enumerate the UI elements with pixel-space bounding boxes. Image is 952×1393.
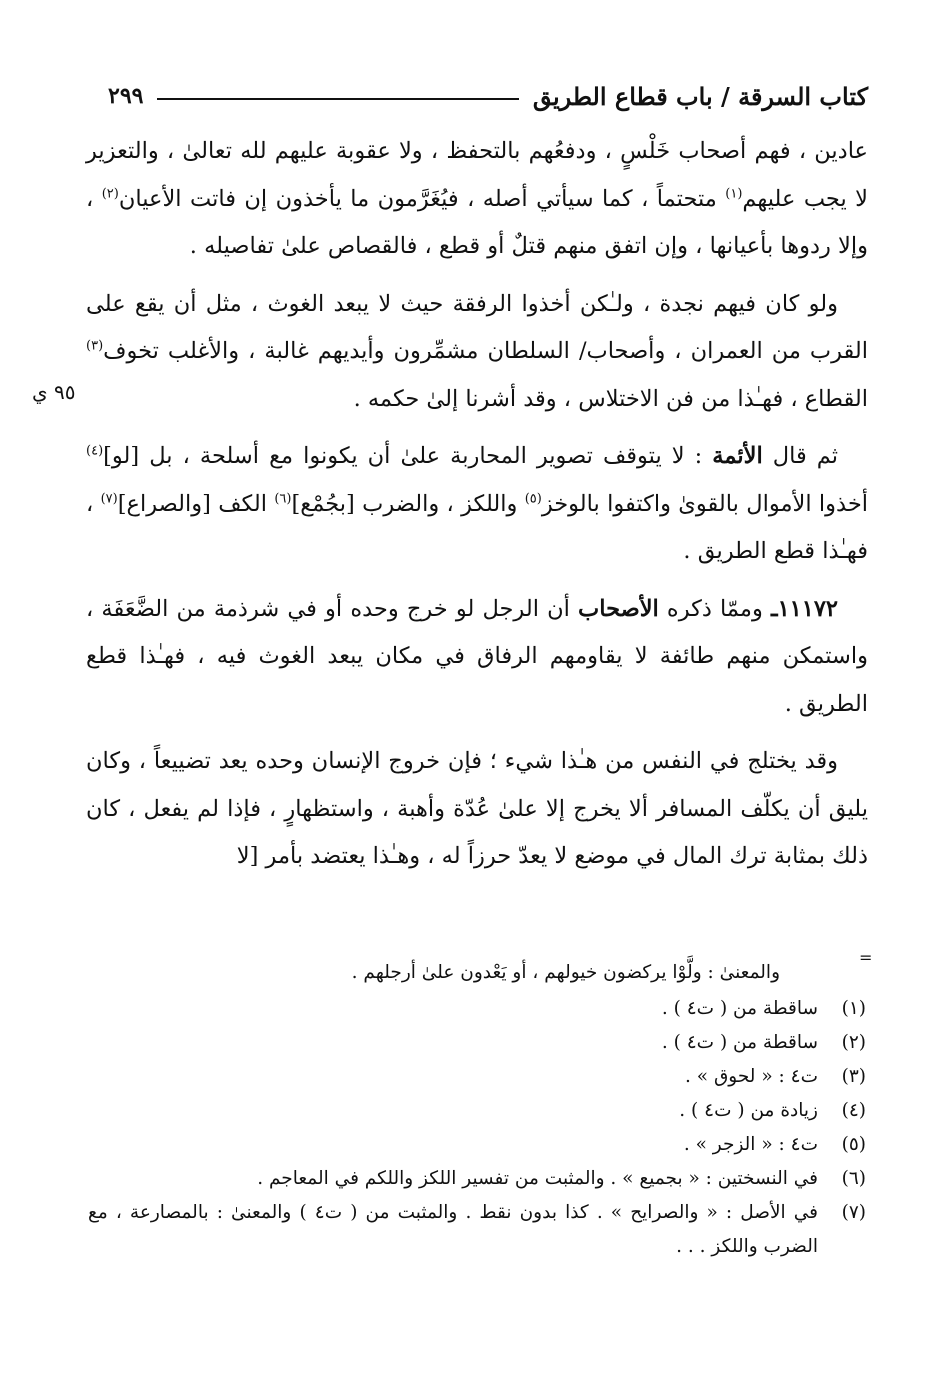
bold-term: الأئمة <box>712 443 763 469</box>
footnote-item <box>88 1026 870 1060</box>
footnote-item <box>88 1162 870 1196</box>
manuscript-folio-note: ٩٥ ي <box>32 380 76 404</box>
running-header <box>108 76 868 116</box>
paragraph-number: ١١١٧٢ـ <box>770 595 838 622</box>
footnote-number: (١) <box>841 998 866 1019</box>
footnotes <box>88 956 870 1264</box>
text-run: ولو كان فيهم نجدة ، ولـٰكن أخذوا الرفقة حيث لا يبعد الغوث ، مثل أن يقع على القرب من العمران ، وأصحاب/ السلطان مشمِّرون وأيديهم غالبة ، والأغلب تخوف <box>86 290 868 364</box>
footnote-marker-5: (٥) <box>524 491 542 506</box>
paragraph-5 <box>86 738 868 881</box>
footnote-marker-2: (٢) <box>101 186 119 201</box>
footnote-text: ساقطة من ( ت٤ ) . <box>661 998 818 1019</box>
footnote-marker-4: (٤) <box>86 443 104 459</box>
footnote-number: (٣) <box>841 1066 866 1087</box>
text-run: عادين ، فهم أصحاب خَلْسٍ ، ودفعُهم بالتحفظ ، ولا عقوبة عليهم لله تعالىٰ ، والتعزير لا يجب عليهم <box>86 138 868 212</box>
footnote-continuation: والمعنىٰ : ولَّوْا يركضون خيولهم ، أو يَعْدون علىٰ أرجلهم . <box>351 962 780 983</box>
text-run: وممّا ذكره <box>658 595 771 622</box>
footnote-item <box>88 1060 870 1094</box>
text-run: ، وإلا ردوها بأعيانها ، وإن اتفق منهم قتلٌ أو قطع ، فالقصاص علىٰ تفاصيله . <box>86 185 868 259</box>
paragraph-3 <box>86 433 868 576</box>
text-run: متحتماً ، كما سيأتي أصله ، فيُغَرَّمون ما يأخذون إن فاتت الأعيان <box>118 185 726 212</box>
footnote-marker-6: (٦) <box>274 491 292 506</box>
footnote-number: (٢) <box>841 1032 866 1053</box>
text-run: واللكز ، والضرب [بجُمْع] <box>291 490 525 517</box>
footnote-item <box>88 1196 870 1264</box>
paragraph-1 <box>86 128 868 271</box>
footnote-text: ت٤ : « الزجر » . <box>683 1134 818 1155</box>
header-rule <box>157 98 518 100</box>
footnote-marker-1: (١) <box>725 186 743 201</box>
text-run: أخذوا الأموال بالقوىٰ واكتفوا بالوخز <box>541 490 868 517</box>
text-run: ثم قال <box>762 443 838 469</box>
footnote-number: (٦) <box>841 1168 866 1189</box>
footnote-text: زيادة من ( ت٤ ) . <box>679 1100 818 1121</box>
text-run: ، فهـٰذا قطع الطريق . <box>86 490 868 564</box>
page-number: ٢٩٩ <box>108 83 144 109</box>
continuation-mark: = <box>859 948 873 967</box>
footnote-text: في الأصل : « والصرايح » . كذا بدون نقط . والمثبت من ( ت٤ ) والمعنىٰ : بالمصارعة ، مع الضرب واللكز . . . <box>88 1202 819 1257</box>
text-run: أن الرجل لو خرج وحده أو في شرذمة من الضَّعَفَة ، واستمكن منهم طائفة لا يقاومهم الرفاق في مكان يبعد الغوث فيه ، فهـٰذا قطع الطريق . <box>86 595 868 717</box>
text-run: الكف [والصراع] <box>117 490 275 517</box>
footnote-item <box>88 992 870 1026</box>
main-text <box>86 128 868 891</box>
footnote-item <box>88 1094 870 1128</box>
chapter-title: كتاب السرقة / باب قطاع الطريق <box>532 81 868 111</box>
footnote-marker-7: (٧) <box>100 491 118 506</box>
footnote-item <box>88 1128 870 1162</box>
text-run: وقد يختلج في النفس من هـٰذا شيء ؛ فإن خروج الإنسان وحده يعد تضييعاً ، وكان يليق أن يكلّف المسافر ألا يخرج إلا علىٰ عُدّة وأهبة ، واستظهارٍ ، فإذا لم يفعل ، كان ذلك بمثابة ترك المال في موضع لا يعدّ حرزاً له ، وهـٰذا يعتضد بأمر [لا <box>86 748 868 869</box>
footnote-number: (٧) <box>841 1202 866 1223</box>
paragraph-2 <box>86 281 868 424</box>
footnote-text: ت٤ : « لحوق » . <box>684 1066 818 1087</box>
text-run: القطاع ، فهـٰذا من فن الاختلاس ، وقد أشرنا إلىٰ حكمه . <box>353 385 868 412</box>
bold-term: الأصحاب <box>578 595 659 622</box>
footnote-text: في النسختين : « بجميع » . والمثبت من تفسير اللكز واللكم في المعاجم . <box>257 1168 818 1189</box>
footnote-marker-3: (٣) <box>86 338 104 354</box>
footnote-text: ساقطة من ( ت٤ ) . <box>661 1032 818 1053</box>
footnote-number: (٤) <box>841 1100 866 1121</box>
footnote-number: (٥) <box>841 1134 866 1155</box>
text-run: : لا يتوقف تصوير المحاربة علىٰ أن يكونوا مع أسلحة ، بل [لو] <box>103 443 713 469</box>
paragraph-4 <box>86 586 868 729</box>
